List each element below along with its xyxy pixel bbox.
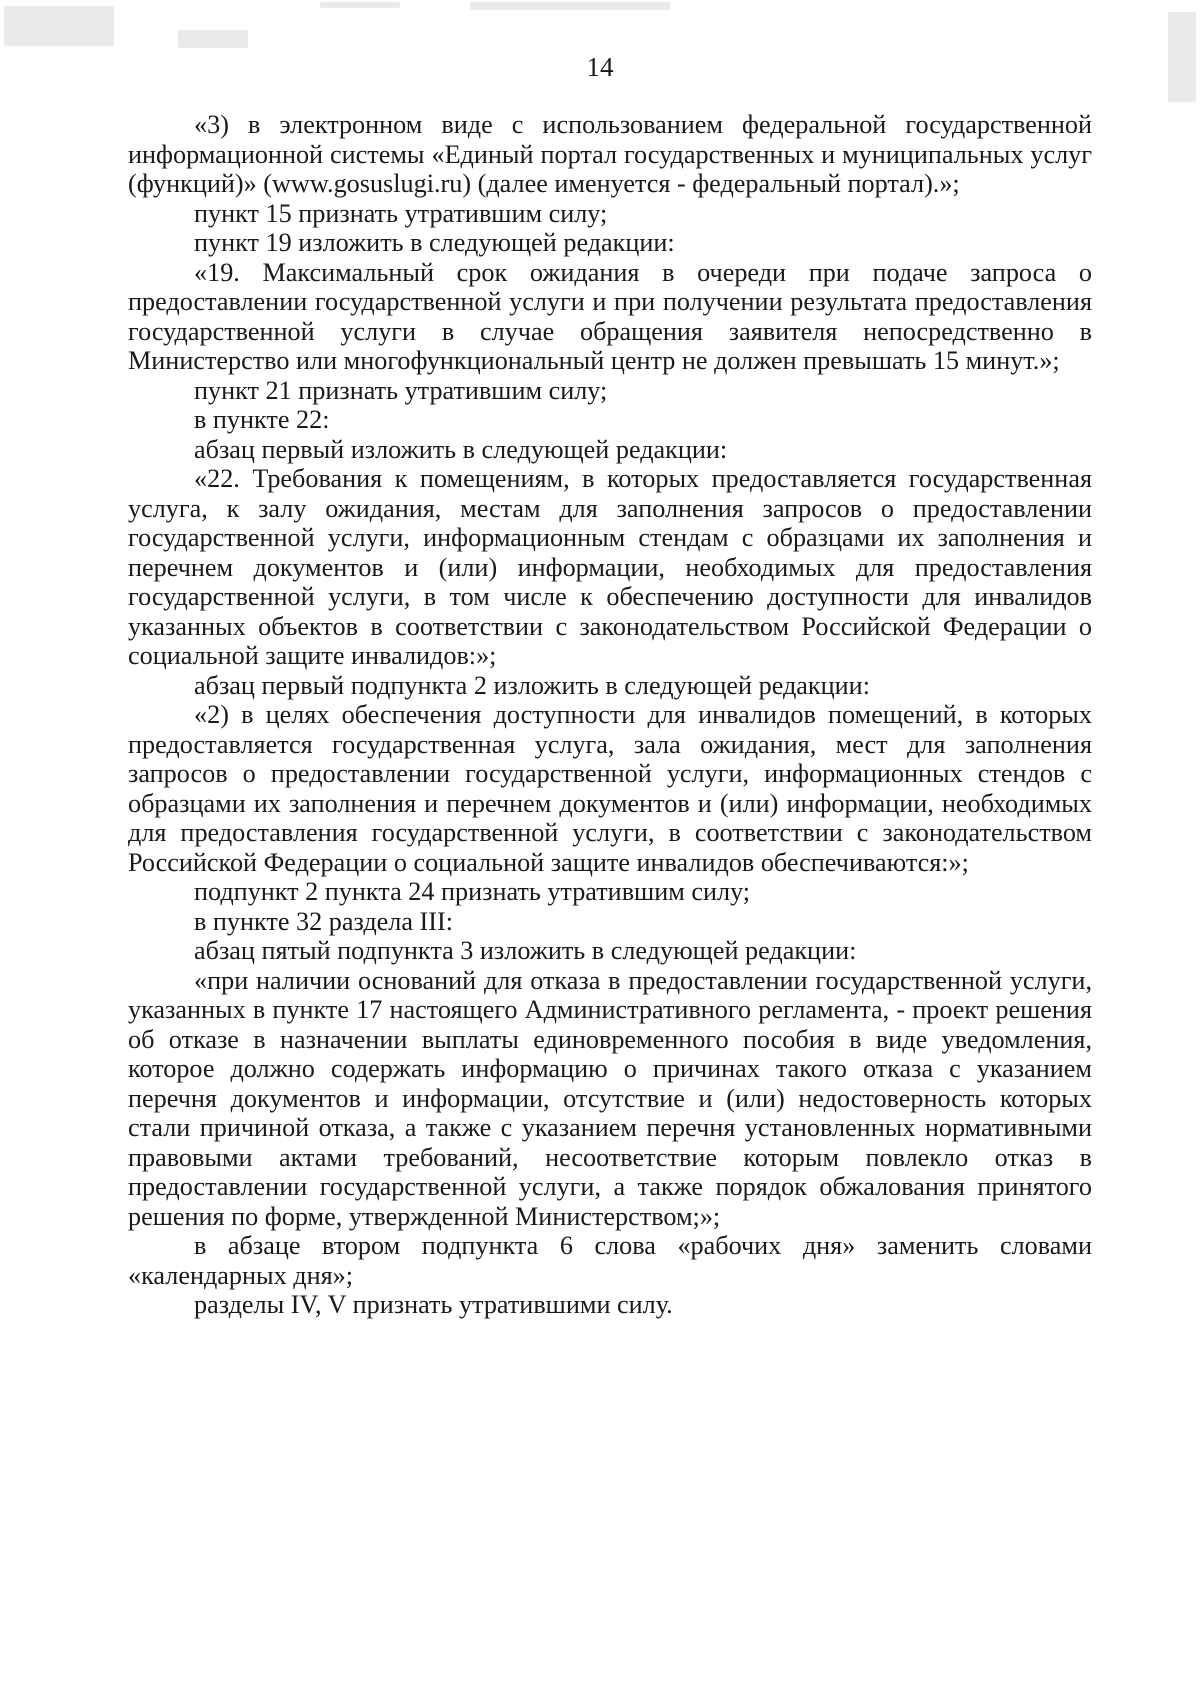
paragraph: абзац первый изложить в следующей редакции: [194,434,728,464]
scan-artifact [4,6,114,46]
scan-artifact [470,2,670,10]
scan-artifact [178,30,248,48]
paragraph: «2) в целях обеспечения доступности для инвалидов помещений, в которых предоставляется государственная услуга, зала ожидания, мест для заполнения запросов о предоставлении государственной услуги, информационных стендов с образцами их заполнения и перечнем документов и (или) информации, необходимых для предоставления государственной услуги, в соответствии с законодательством Российской Федерации о социальной защите инвалидов обеспечиваются:»; [128,700,1092,877]
paragraph: в абзаце втором подпункта 6 слова «рабочих дня» заменить словами «календарных дня»; [128,1231,1092,1290]
document-body [128,110,1092,1320]
paragraph: в пункте 32 раздела III: [194,906,453,936]
paragraph: пункт 15 признать утратившим силу; [194,198,608,228]
paragraph: пункт 19 изложить в следующей редакции: [194,228,675,257]
paragraph: абзац пятый подпункта 3 изложить в следующей редакции: [194,936,857,965]
paragraph: «22. Требования к помещениям, в которых предоставляется государственная услуга, к залу ожидания, местам для заполнения запросов о предоставлении государственной услуги, информационным стендам с образцами их заполнения и перечнем документов и (или) информации, необходимых для предоставления государственной услуги, в том числе к обеспечению доступности для инвалидов указанных объектов в соответствии с законодательством Российской Федерации о социальной защите инвалидов:»; [128,464,1092,670]
paragraph: абзац первый подпункта 2 изложить в следующей редакции: [194,670,870,700]
paragraph: «при наличии оснований для отказа в предоставлении государственной услуги, указанных в пункте 17 настоящего Административного регламента, - проект решения об отказе в назначении выплаты единовременного пособия в виде уведомления, которое должно содержать информацию о причинах такого отказа с указанием перечня документов и информации, отсутствие и (или) недостоверность которых стали причиной отказа, а также с указанием перечня установленных нормативными правовыми актами требований, несоответствие которым повлекло отказ в предоставлении государственной услуги, а также порядок обжалования принятого решения по форме, утвержденной Министерством;»; [128,965,1092,1231]
paragraph: пункт 21 признать утратившим силу; [194,375,608,405]
paragraph: «19. Максимальный срок ожидания в очереди при подаче запроса о предоставлении государственной услуги и при получении результата предоставления государственной услуги в случае обращения заявителя непосредственно в Министерство или многофункциональный центр не должен превышать 15 минут.»; [128,257,1092,375]
paragraph: «3) в электронном виде с использованием федеральной государственной информационной системы «Единый портал государственных и муниципальных услуг (функций)» (www.gosuslugi.ru) (далее именуется - федеральный портал).»; [128,110,1092,198]
paragraph: подпункт 2 пункта 24 признать утратившим силу; [194,877,751,906]
page-number: 14 [586,52,614,82]
paragraph: разделы IV, V признать утратившими силу. [194,1290,673,1319]
scan-artifact [320,2,400,8]
paragraph: в пункте 22: [194,405,330,434]
